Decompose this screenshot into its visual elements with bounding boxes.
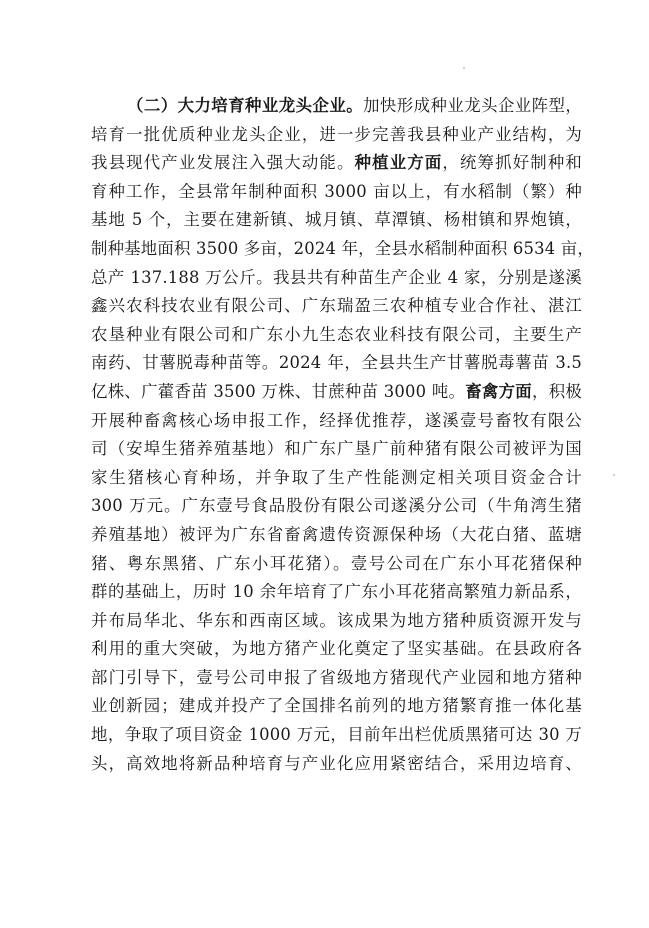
text-run: 利用的重大突破，为地方猪产业化奠定了坚实基础。在县政府各 [91,639,582,659]
text-line [91,292,582,321]
text-line [91,378,582,407]
text-line [91,149,582,178]
bold-text: （二）大力培育种业龙头企业。 [127,96,364,115]
text-line [91,235,594,264]
text-line [91,635,582,664]
text-run: 鑫兴农科技农业有限公司、广东瑞盈三农种植专业合作社、湛江 [91,296,582,316]
bold-text: 种植业方面 [354,153,443,173]
text-line [91,92,582,121]
text-run: 部门引导下，壹号公司申报了省级地方猪现代产业园和地方猪种 [91,667,582,687]
text-run: 地，争取了项目资金 1000 万元，目前年出栏优质黑猪可达 30 万 [91,725,582,745]
text-run: ，积极 [532,381,582,401]
text-run: 加快形成种业龙头企业阵型， [363,96,582,115]
text-run: 育种工作，全县常年制种面积 3000 亩以上，有水稻制（繁）种 [91,181,582,201]
text-line [91,578,582,607]
text-line [91,178,582,207]
scan-speck [463,67,465,69]
text-run: 并布局华北、华东和西南区域。该成果为地方猪种质资源开发与 [91,610,582,630]
text-line [91,721,582,750]
text-run: 我县现代产业发展注入强大动能。 [91,153,355,173]
text-run: 制种基地面积 3500 多亩，2024 年，全县水稻制种面积 6534 亩， [91,238,594,258]
text-line [91,692,582,721]
text-run: 开展种畜禽核心场申报工作，经择优推荐，遂溪壹号畜牧有限公 [91,410,582,430]
text-run: 基地 5 个，主要在建新镇、城月镇、草潭镇、杨柑镇和界炮镇， [91,210,582,230]
text-run: 南药、甘薯脱毒种苗等。2024 年，全县共生产甘薯脱毒薯苗 3.5 [91,353,582,373]
text-line [91,407,582,436]
text-line [91,264,582,293]
text-line [91,121,582,150]
text-run: 亿株、广藿香苗 3500 万株、甘蔗种苗 3000 吨。 [91,381,466,401]
text-run: 养殖基地）被评为广东省畜禽遗传资源保种场（大花白猪、蓝塘 [91,524,582,544]
text-run: 群的基础上，历时 10 余年培育了广东小耳花猪高繁殖力新品系， [91,582,582,602]
text-run: 300 万元。广东壹号食品股份有限公司遂溪分公司（牛角湾生猪 [91,496,582,516]
text-line [91,206,582,235]
text-run: 业创新园；建成并投产了全国排名前列的地方猪繁育推一体化基 [91,696,582,716]
text-run: 司（安埠生猪养殖基地）和广东广垦广前种猪有限公司被评为国 [91,439,582,459]
text-run: 总产 137.188 万公斤。我县共有种苗生产企业 4 家，分别是遂溪 [91,267,582,287]
text-run: 头，高效地将新品种培育与产业化应用紧密结合，采用边培育、 [91,753,582,773]
text-run: ，统筹抓好制种和 [442,153,583,173]
text-line [91,435,582,464]
text-line [91,321,582,350]
text-run: 培育一批优质种业龙头企业，进一步完善我县种业产业结构，为 [91,124,582,144]
text-line [91,349,582,378]
text-line [91,550,582,579]
scan-speck [613,474,615,476]
text-line [91,464,582,493]
text-line [91,521,582,550]
bold-text: 畜禽方面 [465,381,532,401]
text-line [91,750,582,779]
body-text [91,92,594,778]
text-run: 家生猪核心育种场，并争取了生产性能测定相关项目资金合计 [91,467,582,487]
text-run: 农垦种业有限公司和广东小九生态农业科技有限公司，主要生产 [91,324,582,344]
text-line [91,664,582,693]
text-line [91,492,582,521]
text-line [91,607,582,636]
text-run: 猪、粤东黑猪、广东小耳花猪）。壹号公司在广东小耳花猪保种 [91,553,582,573]
